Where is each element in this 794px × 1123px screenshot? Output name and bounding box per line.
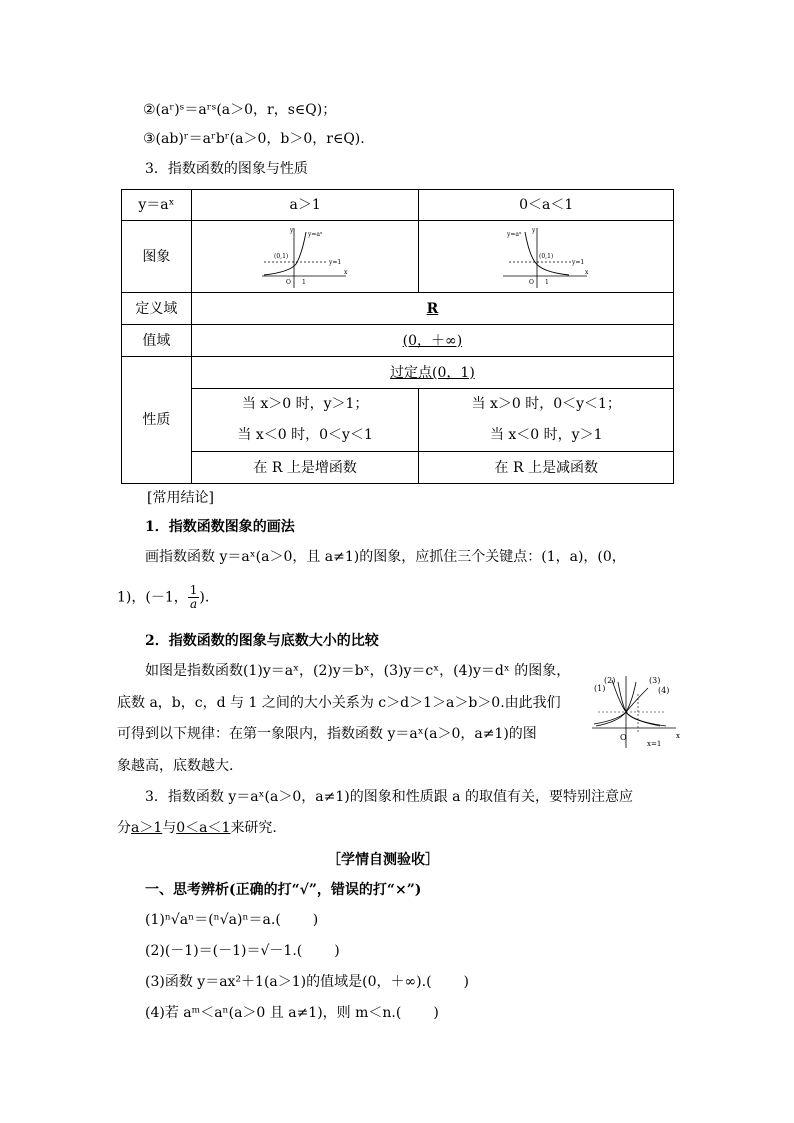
y-axis-label: y — [532, 226, 536, 234]
answer-paren-close: ) — [312, 912, 319, 928]
curve-4 — [594, 688, 648, 724]
row-label-props: 性质 — [122, 357, 192, 484]
left-x-pos: 当 x＞0 时，y＞1； — [241, 396, 369, 412]
question-1-text: (1)ⁿ√aⁿ＝(ⁿ√a)ⁿ＝a. — [145, 912, 276, 928]
curve-3-label: (3) — [649, 676, 661, 685]
tick-label: 1 — [302, 278, 306, 286]
x-axis-label: x — [676, 732, 680, 740]
tick-label: 1 — [545, 278, 550, 286]
row-label-domain: 定义域 — [122, 293, 192, 325]
curve-1-label: (1) — [594, 684, 606, 693]
x-axis-label: x — [585, 268, 589, 276]
origin-label: O — [529, 278, 535, 286]
mono-decreasing: 在 R 上是减函数 — [419, 452, 674, 484]
fixed-point-text: 过定点(0，1) — [390, 364, 475, 381]
rule-2: ②(aʳ)ˢ＝aʳˢ(a＞0，r，s∈Q)； — [143, 102, 337, 118]
conclusion-2-line-3: 可得到以下规律：在第一象限内，指数函数 y＝aˣ(a＞0，a≠1)的图 — [117, 726, 537, 742]
section-3-title: 3．指数函数的图象与性质 — [145, 161, 308, 177]
props-decreasing — [419, 389, 674, 452]
conclusion-1-title: 1．指数函数图象的画法 — [145, 519, 295, 535]
mono-increasing: 在 R 上是增函数 — [191, 452, 419, 484]
exp-function-table — [121, 189, 674, 484]
row-label-graph: 图象 — [122, 221, 192, 293]
row-label-range: 值域 — [122, 325, 192, 357]
point-label: (0,1) — [539, 252, 554, 260]
curve-label: y=aˣ — [507, 230, 522, 238]
question-1 — [145, 911, 318, 929]
c3-case-a-lt-1: 0＜a＜1 — [176, 820, 231, 836]
graph-increasing-cell — [191, 221, 419, 293]
answer-paren-close: ) — [433, 1005, 439, 1021]
props-increasing — [191, 389, 419, 452]
conclusion-3-line-1: 3．指数函数 y＝aˣ(a＞0，a≠1)的图象和性质跟 a 的取值有关，要特别注意应 — [145, 789, 633, 805]
line-label: y=1 — [572, 258, 585, 266]
table-header-function: y＝aˣ — [122, 190, 192, 221]
question-2-text: (2)(－1)＝(－1)＝√－1. — [145, 943, 297, 959]
conclusion-2-line-1: 如图是指数函数(1)y＝aˣ，(2)y＝bˣ，(3)y＝cˣ，(4)y＝dˣ 的图象， — [145, 663, 571, 679]
self-check-header: ［学情自测验收］ — [327, 852, 439, 868]
question-4 — [145, 1004, 439, 1022]
conclusions-header: [常用结论] — [147, 490, 214, 506]
answer-paren-open: ( — [275, 912, 281, 928]
key-point-2-end: 1)， — [117, 589, 146, 606]
left-x-neg: 当 x＜0 时，0＜y＜1 — [237, 427, 373, 443]
table-header-a-lt-1: 0＜a＜1 — [419, 190, 674, 221]
fraction-denominator: a — [189, 597, 198, 611]
y-axis-label: y — [290, 226, 294, 234]
x-axis-label: x — [344, 268, 348, 276]
point-label: (0,1) — [274, 252, 289, 260]
conclusion-2-title: 2．指数函数的图象与底数大小的比较 — [145, 633, 379, 649]
table-header-a-gt-1: a＞1 — [191, 190, 419, 221]
curve-2 — [618, 682, 660, 726]
fixed-point — [191, 357, 673, 389]
curve-label: y=aˣ — [308, 230, 323, 238]
range-value: (0，＋∞) — [191, 325, 673, 357]
origin-label: O — [286, 278, 292, 286]
rule-3: ③(ab)ʳ＝aʳbʳ(a＞0，b＞0，r∈Q). — [143, 131, 365, 147]
question-3-text: (3)函数 y＝ax²＋1(a＞1)的值域是(0，＋∞). — [145, 974, 427, 990]
conclusion-1-text: 画指数函数 y＝aˣ(a＞0，且 a≠1)的图象，应抓住三个关键点：(1，a)，(0， — [145, 549, 626, 565]
answer-paren-close: ) — [463, 974, 470, 990]
question-2 — [145, 942, 340, 960]
c3-text-a: 分 — [117, 820, 131, 836]
answer-paren-close: ) — [334, 943, 340, 959]
conclusion-1-text-2 — [117, 584, 209, 611]
graph-decreasing — [501, 224, 591, 290]
key-point-3-end: ). — [199, 589, 210, 606]
x-equals-1-label: x=1 — [647, 740, 662, 748]
graph-increasing — [260, 224, 350, 290]
fraction — [188, 584, 200, 611]
right-x-pos: 当 x＞0 时，0＜y＜1； — [471, 396, 621, 412]
c3-text-c: 与 — [162, 820, 177, 836]
fraction-numerator: 1 — [189, 583, 198, 597]
question-4-text: (4)若 aᵐ＜aⁿ(a＞0 且 a≠1)，则 m＜n. — [145, 1005, 396, 1021]
conclusion-2-line-4: 象越高，底数越大. — [117, 758, 234, 774]
curve-4-label: (4) — [658, 686, 670, 695]
graph-decreasing-cell — [419, 221, 674, 293]
judgement-header: 一、思考辨析(正确的打“√”，错误的打“×”) — [145, 882, 422, 898]
answer-paren-open: ( — [426, 974, 432, 990]
key-point-3: (－1， — [145, 589, 188, 606]
c3-case-a-gt-1: a＞1 — [131, 820, 163, 836]
right-x-neg: 当 x＜0 时，y＞1 — [489, 427, 603, 443]
base-comparison-figure — [590, 670, 682, 750]
question-3 — [145, 973, 469, 991]
answer-paren-open: ( — [296, 943, 303, 959]
conclusion-2-line-2: 底数 a，b，c，d 与 1 之间的大小关系为 c＞d＞1＞a＞b＞0.由此我们 — [117, 695, 561, 711]
answer-paren-open: ( — [395, 1005, 402, 1021]
domain-value: R — [191, 293, 673, 325]
origin-label: O — [620, 733, 627, 742]
c3-text-e: 来研究. — [230, 820, 277, 836]
conclusion-3-line-2 — [117, 819, 277, 837]
line-label: y=1 — [329, 258, 342, 266]
curve-2-label: (2) — [604, 676, 616, 685]
